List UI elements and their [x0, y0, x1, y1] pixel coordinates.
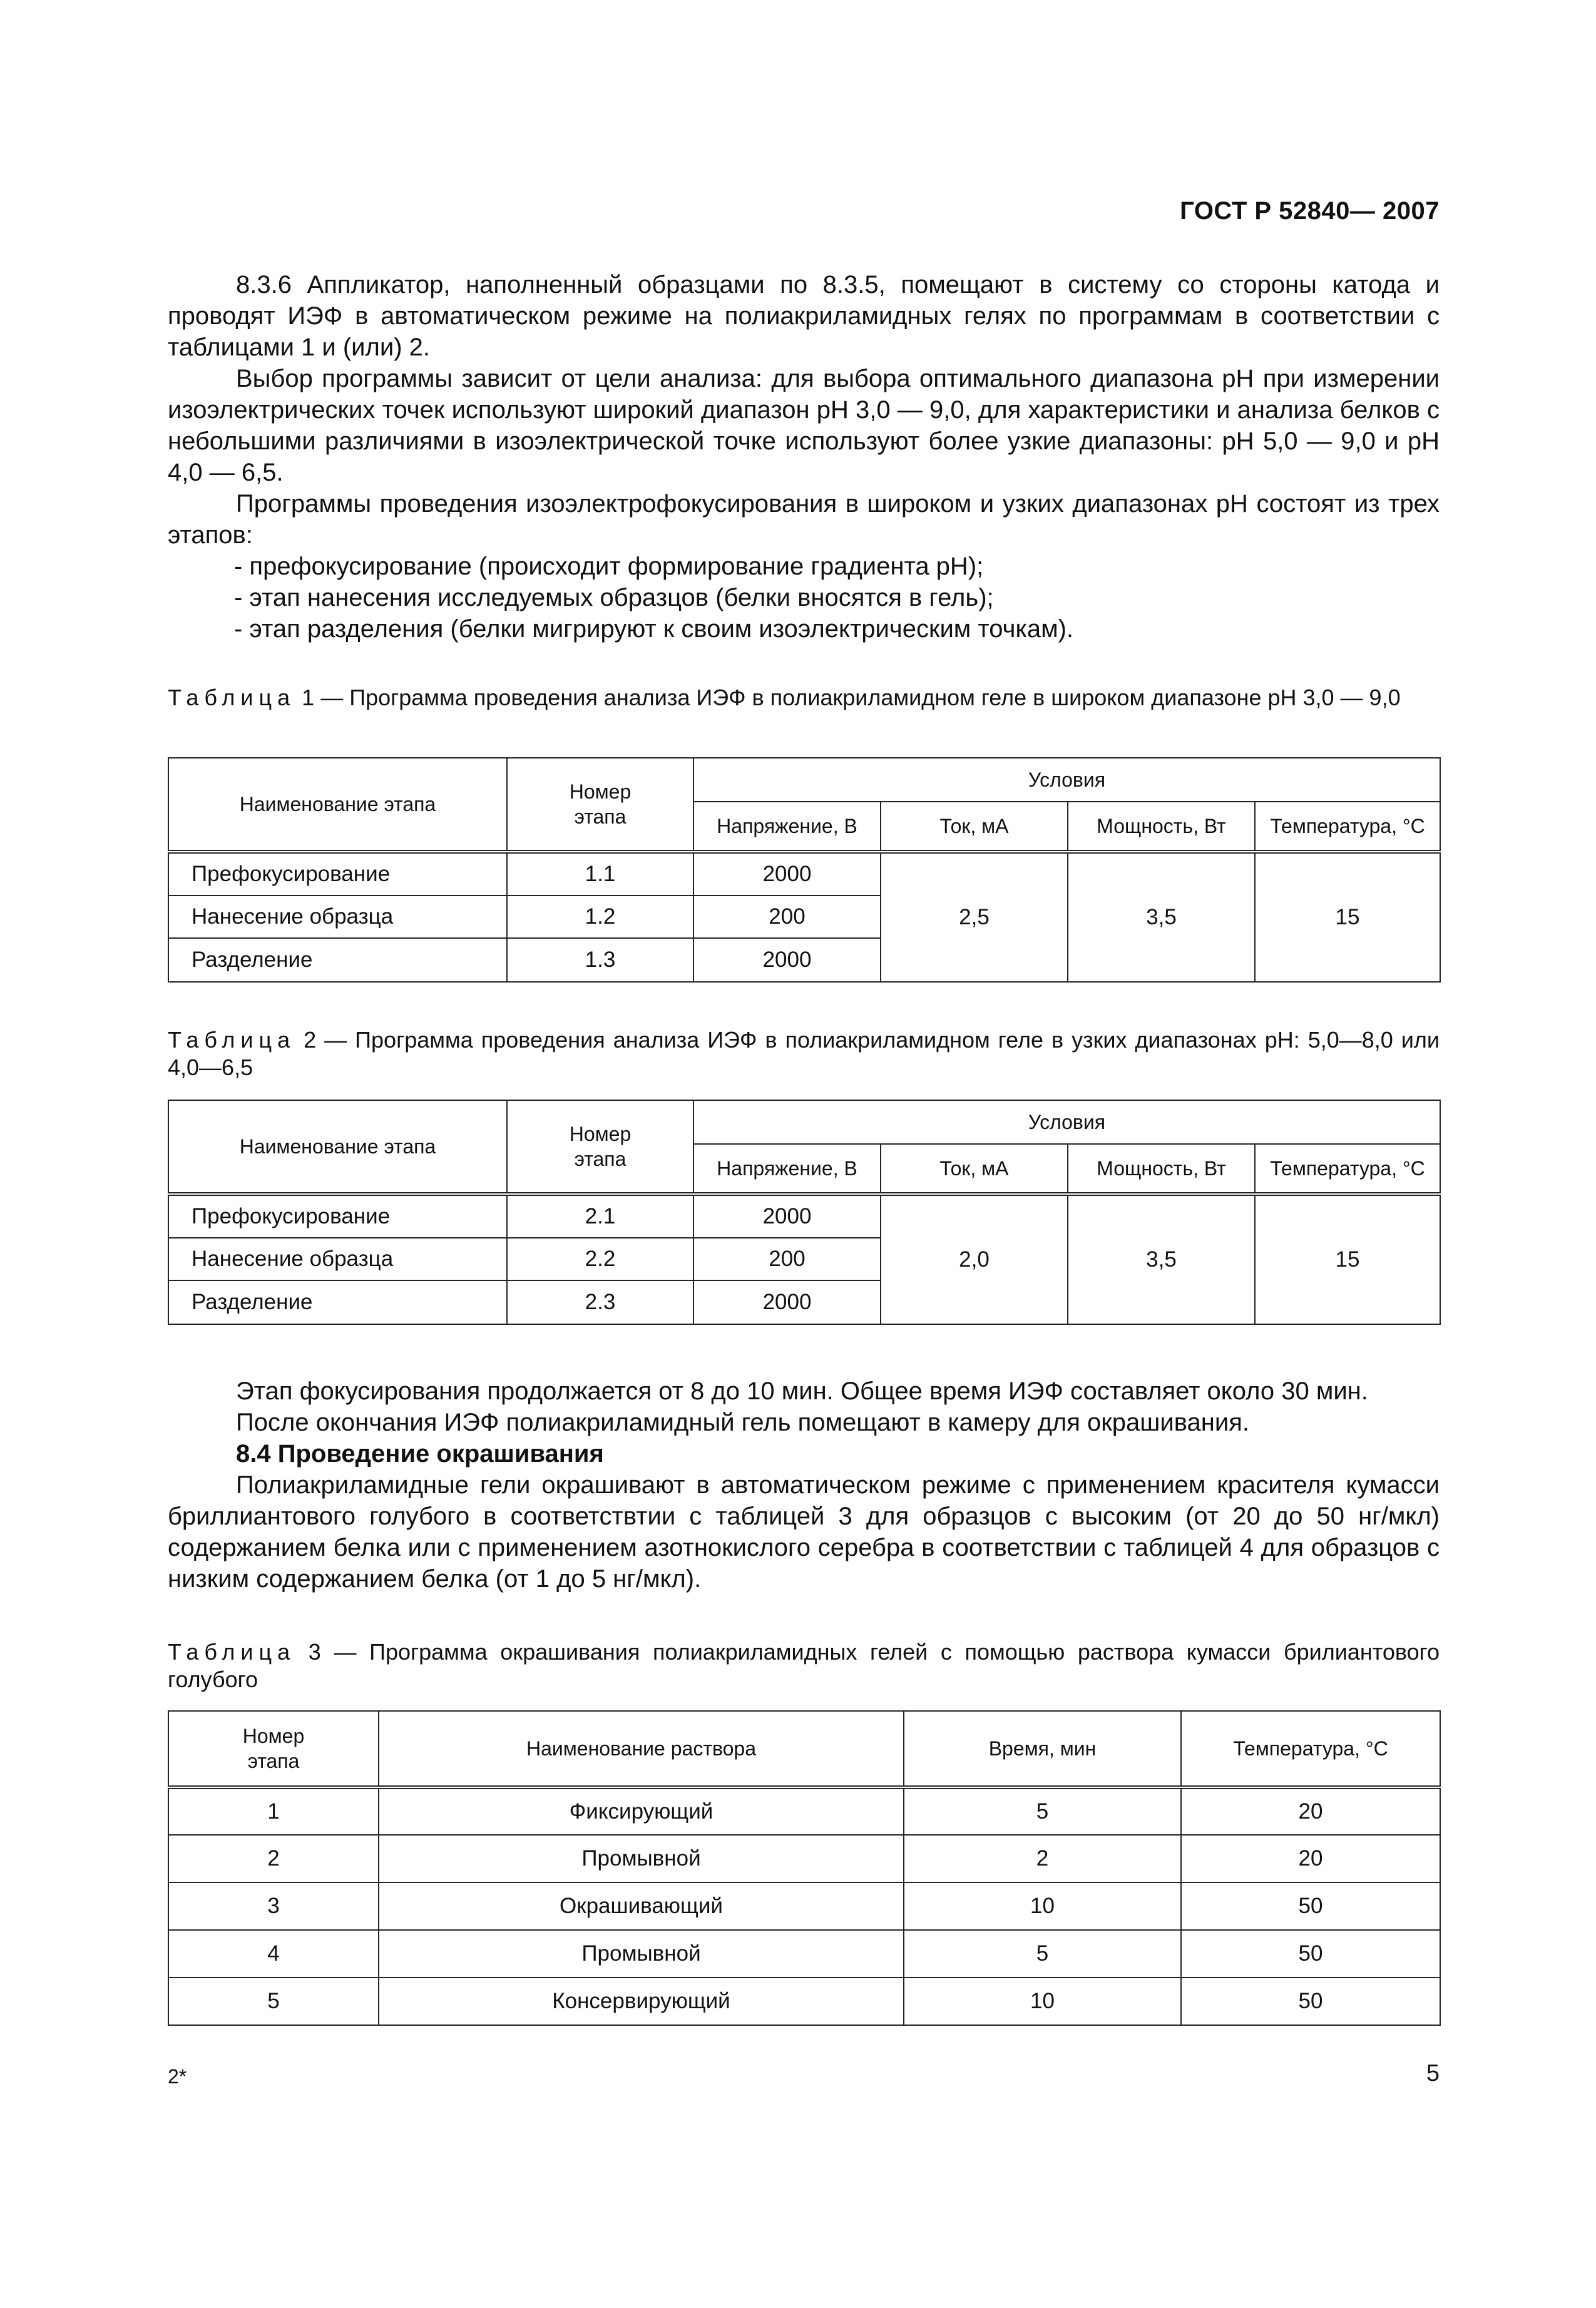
header-stage-number: [507, 758, 693, 852]
cell-solution: Промывной: [379, 1930, 904, 1978]
paragraph: Выбор программы зависит от цели анализа: для выбора оптимального диапазона рН при измерении изоэлектрических точек используют широкий диапазон рН 3,0 — 9,0, для характеристики и анализа белков с небольшими различиями в изоэлектрической точке используют более узкие диапазоны: рН 5,0 — 9,0 и рН 4,0 — 6,5.: [168, 365, 1440, 486]
header-temperature: Температура, °С: [1255, 1144, 1440, 1194]
header-time: Время, мин: [904, 1711, 1181, 1787]
cell-solution: Фиксирующий: [379, 1787, 904, 1835]
cell-solution: Промывной: [379, 1835, 904, 1882]
caption-text: — Программа проведения анализа ИЭФ в полиакриламидном геле в широком диапазоне рН 3,0 — 9,0: [314, 685, 1401, 710]
list-item: - этап нанесения исследуемых образцов (белки вносятся в гель);: [234, 584, 994, 611]
document-header: ГОСТ Р 52840— 2007: [1180, 197, 1440, 225]
cell-voltage: 200: [693, 896, 881, 938]
cell-voltage: 2000: [693, 938, 881, 982]
header-voltage: Напряжение, В: [693, 802, 881, 852]
header-current: Ток, мА: [881, 1144, 1068, 1194]
table3-caption: [168, 1638, 1440, 1693]
cell-stage-number: 2.2: [507, 1238, 693, 1280]
cell-stage-number: 2: [168, 1835, 379, 1882]
header-power: Мощность, Вт: [1068, 802, 1255, 852]
cell-stage-number: 1.3: [507, 938, 693, 982]
header-stage-name: Наименование этапа: [168, 758, 507, 852]
paragraph: Этап фокусирования продолжается от 8 до 10 мин. Общее время ИЭФ составляет около 30 мин.: [236, 1377, 1368, 1405]
header-stage-number-text: Номер этапа: [569, 1123, 632, 1170]
caption-label: Таблица: [168, 1027, 296, 1053]
caption-number: 1: [295, 685, 315, 710]
table3: [168, 1710, 1441, 2026]
cell-stage-name: Нанесение образца: [168, 1238, 507, 1280]
header-voltage: Напряжение, В: [693, 1144, 881, 1194]
cell-temperature: 20: [1181, 1787, 1440, 1835]
cell-time: 5: [904, 1787, 1181, 1835]
table-row: [168, 1787, 1440, 1835]
caption-text: — Программа окрашивания полиакриламидных гелей с помощью раствора кумасси брилиантового голубого: [168, 1639, 1440, 1692]
cell-stage-number: 1.1: [507, 852, 693, 896]
table1-caption: [168, 684, 1440, 712]
footer-mark: 2*: [168, 2065, 187, 2088]
cell-temperature: 20: [1181, 1835, 1440, 1882]
header-stage-number: [168, 1711, 379, 1787]
cell-time: 5: [904, 1930, 1181, 1978]
header-conditions: Условия: [693, 758, 1440, 802]
table-row: [168, 1978, 1440, 2025]
header-stage-number: [507, 1100, 693, 1194]
cell-solution: Консервирующий: [379, 1978, 904, 2025]
cell-voltage: 200: [693, 1238, 881, 1280]
header-stage-number-text: Номер этапа: [569, 780, 632, 828]
caption-number: 2: [295, 1027, 317, 1053]
paragraph: 8.3.6 Аппликатор, наполненный образцами по 8.3.5, помещают в систему со стороны катода и проводят ИЭФ в автоматическом режиме на полиакриламидных гелях по программам в соответствии с таблицами 1 и (или) 2.: [168, 271, 1440, 361]
header-temperature: Температура, °С: [1181, 1711, 1440, 1787]
header-solution-name: Наименование раствора: [379, 1711, 904, 1787]
caption-number: 3: [295, 1639, 321, 1665]
header-power: Мощность, Вт: [1068, 1144, 1255, 1194]
cell-stage-name: Нанесение образца: [168, 896, 507, 938]
cell-power: 3,5: [1068, 852, 1255, 982]
header-conditions: Условия: [693, 1100, 1440, 1144]
cell-time: 10: [904, 1882, 1181, 1930]
table-row: [168, 1882, 1440, 1930]
cell-voltage: 2000: [693, 1280, 881, 1324]
table-row: [168, 1194, 1440, 1238]
caption-label: Таблица: [168, 685, 296, 710]
cell-power: 3,5: [1068, 1194, 1255, 1324]
cell-temperature: 50: [1181, 1882, 1440, 1930]
cell-stage-number: 4: [168, 1930, 379, 1978]
cell-voltage: 2000: [693, 852, 881, 896]
cell-current: 2,0: [881, 1194, 1068, 1324]
cell-time: 2: [904, 1835, 1181, 1882]
body-text-mid: [168, 1376, 1440, 1595]
cell-stage-number: 1.2: [507, 896, 693, 938]
page-number: 5: [1426, 2060, 1440, 2086]
table-row: [168, 852, 1440, 896]
list-item: - этап разделения (белки мигрируют к своим изоэлектрическим точкам).: [234, 615, 1074, 643]
cell-stage-number: 1: [168, 1787, 379, 1835]
caption-text: — Программа проведения анализа ИЭФ в полиакриламидном геле в узких диапазонах рН: 5,0—8,0 или 4,0—6,5: [168, 1027, 1440, 1080]
cell-stage-number: 2.1: [507, 1194, 693, 1238]
list-item: - префокусирование (происходит формирование градиента рН);: [234, 553, 984, 580]
section-heading: 8.4 Проведение окрашивания: [236, 1440, 604, 1468]
cell-temperature: 50: [1181, 1930, 1440, 1978]
cell-solution: Окрашивающий: [379, 1882, 904, 1930]
header-stage-number-text: Номер этапа: [242, 1725, 305, 1772]
body-text-top: [168, 269, 1440, 645]
paragraph: После окончания ИЭФ полиакриламидный гель помещают в камеру для окрашивания.: [236, 1409, 1249, 1436]
table-row: [168, 1835, 1440, 1882]
cell-temperature: 50: [1181, 1978, 1440, 2025]
cell-stage-number: 2.3: [507, 1280, 693, 1324]
header-stage-name: Наименование этапа: [168, 1100, 507, 1194]
cell-stage-name: Разделение: [168, 938, 507, 982]
cell-stage-number: 5: [168, 1978, 379, 2025]
cell-stage-number: 3: [168, 1882, 379, 1930]
cell-current: 2,5: [881, 852, 1068, 982]
caption-label: Таблица: [168, 1639, 296, 1665]
cell-voltage: 2000: [693, 1194, 881, 1238]
paragraph: Полиакриламидные гели окрашивают в автоматическом режиме с применением красителя кумасси бриллиантового голубого в соответствтии с таблицей 3 для образцов с высоким (от 20 до 50 нг/мкл) содержанием белка или с применением азотнокислого серебра в соответствии с таблицей 4 для образцов с низким содержанием белка (от 1 до 5 нг/мкл).: [168, 1471, 1440, 1593]
paragraph: Программы проведения изоэлектрофокусирования в широком и узких диапазонах рН состоят из трех этапов:: [168, 490, 1440, 549]
cell-time: 10: [904, 1978, 1181, 2025]
table1: [168, 757, 1441, 983]
cell-stage-name: Префокусирование: [168, 852, 507, 896]
cell-stage-name: Префокусирование: [168, 1194, 507, 1238]
table2: [168, 1100, 1441, 1325]
header-current: Ток, мА: [881, 802, 1068, 852]
table2-caption: [168, 1026, 1440, 1081]
table-row: [168, 1930, 1440, 1978]
cell-temperature: 15: [1255, 1194, 1440, 1324]
cell-stage-name: Разделение: [168, 1280, 507, 1324]
cell-temperature: 15: [1255, 852, 1440, 982]
header-temperature: Температура, °С: [1255, 802, 1440, 852]
